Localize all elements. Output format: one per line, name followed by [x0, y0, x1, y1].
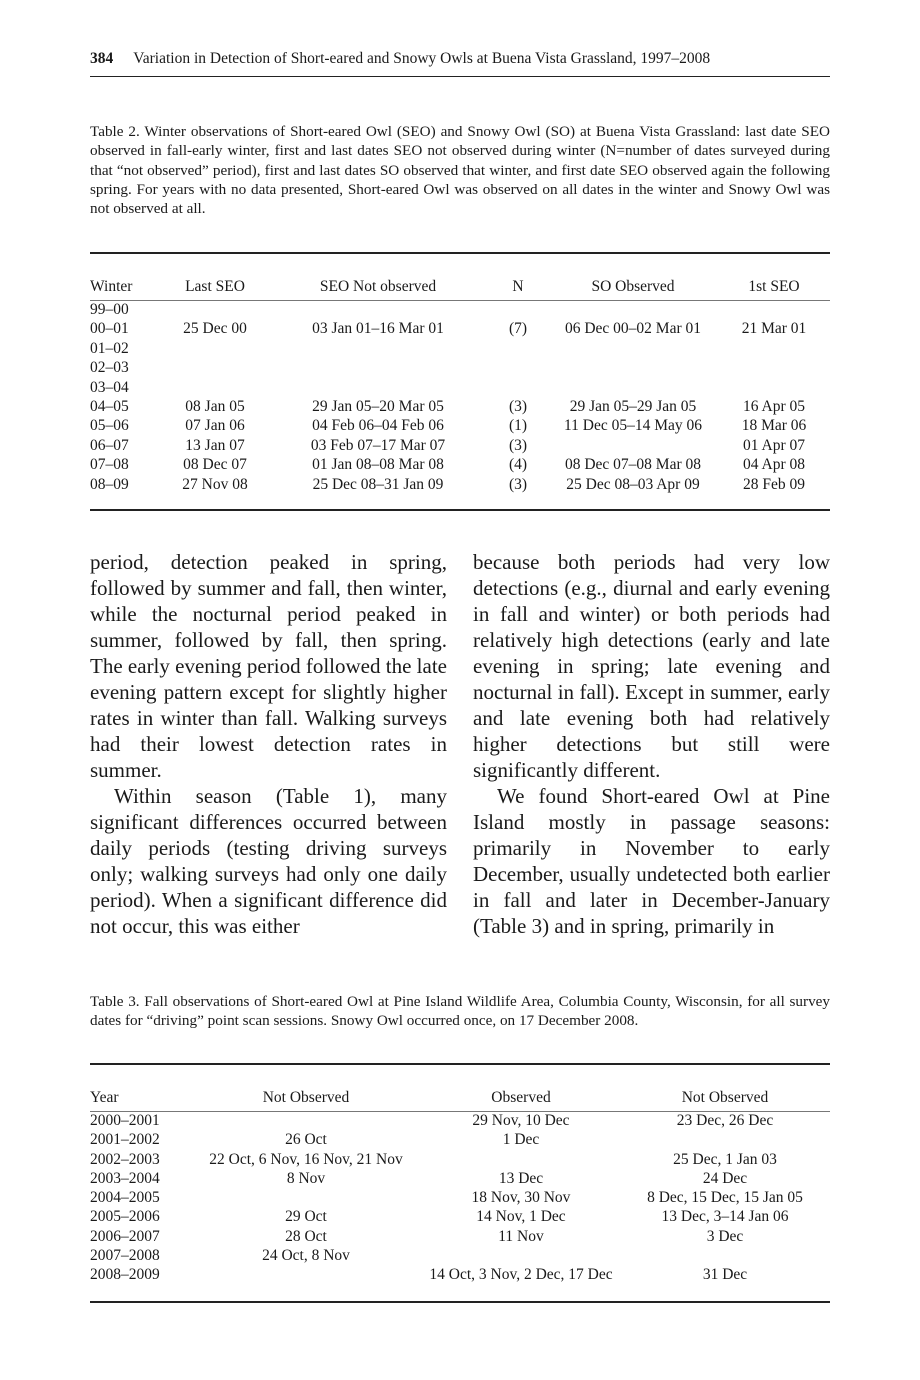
table-cell: 02–03 — [90, 359, 129, 377]
table-cell — [620, 1246, 830, 1265]
table-cell: 11 Dec 05–14 May 06 — [563, 417, 703, 435]
table-cell: 05–06 — [90, 417, 129, 435]
table-cell: 22 Oct, 6 Nov, 16 Nov, 21 Nov — [209, 1150, 403, 1168]
table-cell: 8 Dec, 15 Dec, 15 Jan 05 — [647, 1189, 803, 1207]
table-cell — [488, 300, 548, 319]
table-row — [90, 1246, 830, 1265]
table-cell: 2008–2009 — [90, 1266, 160, 1284]
table-row — [90, 1188, 830, 1207]
table-cell — [548, 378, 718, 397]
table-cell: 26 Oct — [285, 1131, 327, 1149]
table-cell: 18 Nov, 30 Nov — [471, 1189, 571, 1207]
table-cell: 8 Nov — [286, 1169, 326, 1187]
table2-bottom-rule — [90, 509, 830, 511]
table-cell: 11 Nov — [498, 1227, 544, 1245]
table-row — [90, 1169, 830, 1188]
table-cell: 08 Dec 07–08 Mar 08 — [564, 456, 702, 474]
table-cell: 21 Mar 01 — [741, 320, 807, 338]
table2-header-row — [90, 274, 830, 300]
table-cell: (3) — [508, 436, 528, 454]
table-cell: 13 Dec, 3–14 Jan 06 — [661, 1208, 789, 1226]
table-cell: 31 Dec — [702, 1266, 748, 1284]
table-cell: 07 Jan 06 — [185, 417, 245, 435]
table-cell: 2006–2007 — [90, 1227, 160, 1245]
table-cell: 07–08 — [90, 456, 129, 474]
table3-header-row — [90, 1085, 830, 1111]
table-cell — [488, 358, 548, 377]
body-paragraph: because both periods had very low detections (e.g., diurnal and early evening in fall and winter) or both periods had relatively high detections (early and late evening in spring; late evening and nocturnal in fall). Except in summer, early and late evening both had relatively higher detections but still were significantly different. — [473, 550, 830, 782]
table-cell: 23 Dec, 26 Dec — [676, 1112, 774, 1129]
table-cell: 08 Jan 05 — [185, 398, 245, 416]
table-cell — [190, 1265, 422, 1284]
table-cell: 08–09 — [90, 475, 129, 493]
table-cell: 2007–2008 — [90, 1247, 160, 1265]
table-cell — [718, 358, 830, 377]
table-cell — [548, 436, 718, 455]
table-cell: 25 Dec 08–03 Apr 09 — [566, 475, 700, 493]
table-cell: 24 Dec — [702, 1169, 748, 1187]
table3-header: Observed — [491, 1089, 551, 1106]
table-row — [90, 300, 830, 319]
table-cell: 03–04 — [90, 378, 129, 396]
table-cell — [268, 378, 488, 397]
table-cell: 99–00 — [90, 301, 129, 318]
table2-header: Last SEO — [185, 278, 245, 295]
body-paragraph: Within season (Table 1), many significant differences occurred between daily periods (testing driving surveys only; walking surveys had only one daily period). When a significant difference did not occur, this was either — [90, 784, 447, 938]
table2-caption: Table 2. Winter observations of Short-eared Owl (SEO) and Snowy Owl (SO) at Buena Vista Grassland: last date SEO observed in fall-early winter, first and last dates SEO not observed during winter (N=number of dates surveyed during that “not observed” period), first and last dates SO observed that winter, and first date SEO observed again the following spring. For years with no data presented, Short-eared Owl was observed on all dates in the winter and Snowy Owl was not observed at all. — [90, 123, 830, 218]
table-cell: 2003–2004 — [90, 1169, 160, 1187]
table-row — [90, 1207, 830, 1226]
running-head — [90, 50, 830, 77]
table-cell — [548, 358, 718, 377]
table-cell: (4) — [508, 456, 528, 474]
table-row — [90, 378, 830, 397]
table2-header: SEO Not observed — [319, 278, 437, 295]
table-cell: 01 Jan 08–08 Mar 08 — [312, 456, 444, 474]
table-cell: 2005–2006 — [90, 1208, 160, 1226]
table-cell — [162, 358, 268, 377]
table3-caption: Table 3. Fall observations of Short-eared Owl at Pine Island Wildlife Area, Columbia County, Wisconsin, for all survey dates for “driving” point scan sessions. Snowy Owl occurred once, on 17 December 2008. — [90, 993, 830, 1030]
table-cell: 2001–2002 — [90, 1131, 160, 1149]
table-cell: 27 Nov 08 — [182, 475, 248, 493]
table-cell — [190, 1188, 422, 1207]
running-title: Variation in Detection of Short-eared and Snowy Owls at Buena Vista Grassland, 1997–2008 — [133, 50, 711, 67]
table3-top-rule — [90, 1063, 830, 1065]
table-cell — [162, 378, 268, 397]
table-row — [90, 1130, 830, 1149]
table-cell — [488, 339, 548, 358]
table-cell: 2000–2001 — [90, 1112, 160, 1129]
table-cell: 13 Dec — [498, 1169, 544, 1187]
body-paragraph: period, detection peaked in spring, followed by summer and fall, then winter, while the nocturnal period peaked in summer, followed by fall, then spring. The early evening period followed the late evening pattern except for slightly higher rates in winter than fall. Walking surveys had their lowest detection rates in summer. — [90, 550, 447, 782]
table-row — [90, 1227, 830, 1246]
table-row — [90, 455, 830, 474]
table-cell: 03 Feb 07–17 Mar 07 — [310, 436, 446, 454]
table-cell: 00–01 — [90, 320, 129, 338]
table-row — [90, 358, 830, 377]
table-cell: 14 Oct, 3 Nov, 2 Dec, 17 Dec — [429, 1266, 613, 1284]
table-cell: 25 Dec 08–31 Jan 09 — [312, 475, 444, 493]
table-cell: 29 Jan 05–29 Jan 05 — [569, 398, 697, 416]
table-cell: 1 Dec — [502, 1131, 540, 1149]
table-cell: 2004–2005 — [90, 1189, 160, 1207]
table-cell — [268, 339, 488, 358]
table-cell — [548, 300, 718, 319]
table-cell: 16 Apr 05 — [743, 398, 805, 416]
table-cell — [268, 358, 488, 377]
table-cell: 29 Oct — [285, 1208, 327, 1226]
table-cell — [190, 1111, 422, 1130]
table-cell — [718, 378, 830, 397]
table-row — [90, 1150, 830, 1169]
table-cell: 29 Jan 05–20 Mar 05 — [312, 398, 444, 416]
table-cell: (3) — [508, 398, 528, 416]
table2-header: N — [512, 278, 524, 295]
table2-header-rule — [90, 300, 830, 301]
table-cell: 28 Feb 09 — [743, 475, 805, 493]
table2-header: 1st SEO — [748, 278, 800, 295]
table-cell — [488, 378, 548, 397]
table-cell — [548, 339, 718, 358]
table-cell: 13 Jan 07 — [185, 436, 245, 454]
table-cell — [718, 300, 830, 319]
table2 — [90, 274, 830, 494]
table-cell: 24 Oct, 8 Nov — [262, 1247, 350, 1265]
table-row — [90, 416, 830, 435]
table-cell: 04–05 — [90, 398, 129, 416]
table-row — [90, 475, 830, 494]
table-cell: 28 Oct — [285, 1227, 327, 1245]
table-cell: 29 Nov, 10 Dec — [472, 1112, 570, 1129]
table2-header: Winter — [90, 278, 133, 295]
table-cell: 04 Apr 08 — [743, 456, 805, 474]
table-cell — [620, 1130, 830, 1149]
table-row — [90, 436, 830, 455]
table-cell: 14 Nov, 1 Dec — [476, 1208, 566, 1226]
table-cell: 01 Apr 07 — [743, 436, 805, 454]
table-cell: 25 Dec 00 — [183, 320, 247, 338]
body-column-right — [473, 549, 830, 939]
body-column-left — [90, 549, 447, 939]
page-number: 384 — [90, 50, 114, 67]
table3-header-rule — [90, 1111, 830, 1112]
table-row — [90, 339, 830, 358]
table-cell: 04 Feb 06–04 Feb 06 — [312, 417, 444, 435]
table-cell: 3 Dec — [706, 1227, 744, 1245]
table-row — [90, 319, 830, 338]
table-row — [90, 1111, 830, 1130]
table-cell — [162, 339, 268, 358]
table-cell — [162, 300, 268, 319]
table-cell: 06–07 — [90, 436, 129, 454]
table-cell: 2002–2003 — [90, 1150, 160, 1168]
table-cell: 18 Mar 06 — [741, 417, 807, 435]
table-cell: (7) — [508, 320, 528, 338]
table-cell: 03 Jan 01–16 Mar 01 — [312, 320, 444, 338]
body-paragraph: We found Short-eared Owl at Pine Island mostly in passage seasons: primarily in November to early December, usually undetected both earlier in fall and later in December-January (Table 3) and in spring, primarily in — [473, 784, 830, 938]
table-cell: 06 Dec 00–02 Mar 01 — [564, 320, 702, 338]
table-cell — [422, 1150, 620, 1169]
table-cell: (1) — [508, 417, 528, 435]
table2-top-rule — [90, 252, 830, 254]
table3-header: Not Observed — [681, 1089, 769, 1106]
table-cell — [422, 1246, 620, 1265]
table-cell — [268, 300, 488, 319]
table-row — [90, 1265, 830, 1284]
table-cell: 25 Dec, 1 Jan 03 — [673, 1150, 777, 1168]
table3-bottom-rule — [90, 1301, 830, 1303]
table3 — [90, 1085, 830, 1285]
table3-header: Year — [90, 1089, 119, 1106]
table-cell: 08 Dec 07 — [183, 456, 247, 474]
table-row — [90, 397, 830, 416]
table-cell: (3) — [508, 475, 528, 493]
table2-header: SO Observed — [591, 278, 675, 295]
table-cell: 01–02 — [90, 339, 129, 357]
table-cell — [718, 339, 830, 358]
table3-header: Not Observed — [262, 1089, 350, 1106]
